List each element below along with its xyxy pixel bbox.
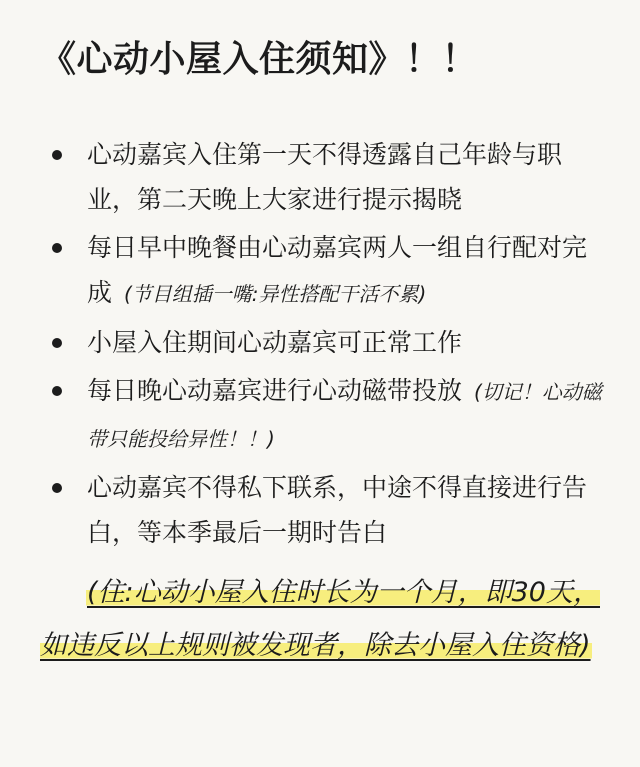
page-title: 《心动小屋入住须知》！！: [40, 39, 479, 80]
list-item: [40, 368, 610, 462]
bullet-icon: [52, 150, 62, 160]
highlighted-note: (住:心动小屋入住时长为一个月，即30天，如违反以上规则被发现者，除去小屋入住资格): [40, 577, 600, 661]
list-item: [40, 465, 610, 555]
rule-text: 心动嘉宾不得私下联系，中途不得直接进行告白，等本季最后一期时告白: [87, 473, 588, 547]
list-item: [40, 225, 610, 317]
rule-note: (切记！心动磁带只能投给异性！！): [87, 380, 602, 451]
bullet-icon: [52, 338, 62, 348]
final-note: [40, 566, 600, 672]
rule-text: 小屋入住期间心动嘉宾可正常工作: [87, 328, 463, 357]
list-item: [40, 320, 610, 365]
bullet-icon: [52, 243, 62, 253]
rule-text: 每日晚心动嘉宾进行心动磁带投放: [87, 376, 463, 405]
bullet-icon: [52, 386, 62, 396]
bullet-icon: [52, 483, 62, 493]
list-item: [40, 132, 610, 222]
rule-text: 心动嘉宾入住第一天不得透露自己年龄与职业，第二天晚上大家进行提示揭晓: [87, 140, 563, 214]
rule-note: (节目组插一嘴:异性搭配干活不累): [123, 282, 427, 306]
rules-list: [40, 132, 610, 558]
rule-text: 每日早中晚餐由心动嘉宾两人一组自行配对完成: [87, 233, 588, 307]
